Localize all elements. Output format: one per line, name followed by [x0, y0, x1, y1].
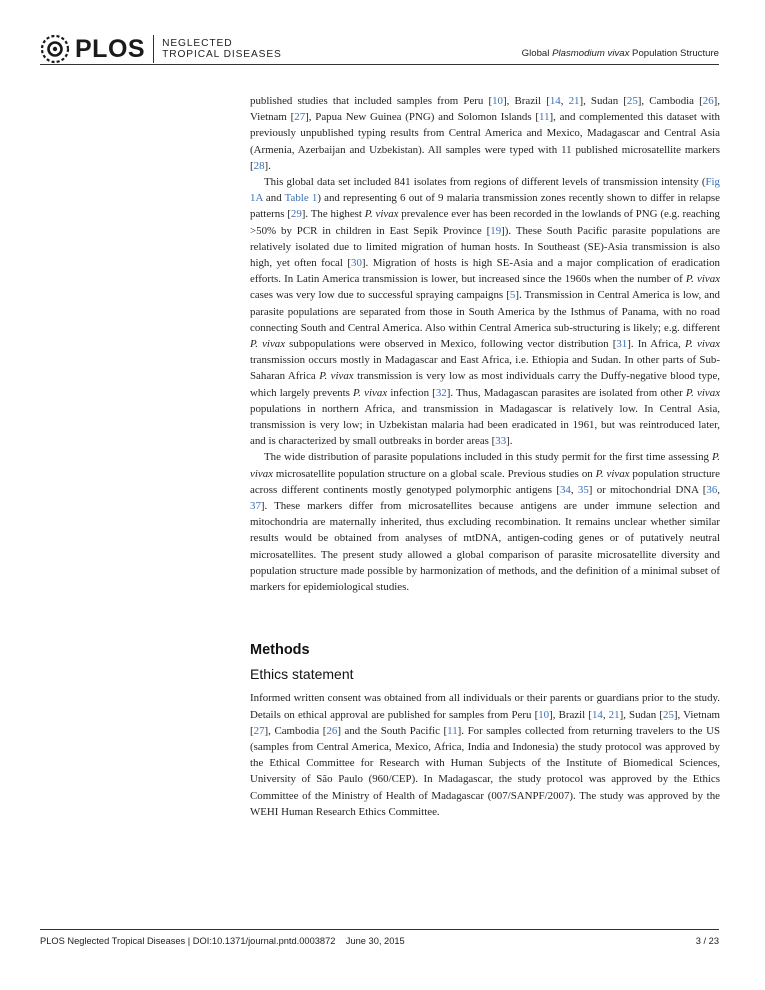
citation-link[interactable]: 21	[608, 708, 620, 721]
citation-link[interactable]: 5	[509, 289, 516, 302]
text-run: populations in northern Africa, and transmission in Madagascar is relatively low. In Central Asia, transmission is very low; in Uzbekistan malaria had been eradicated in 1961, but was reintroduced later, and is characterized by small outbreaks in border areas [	[250, 402, 720, 448]
species-name: P. vivax	[319, 370, 354, 383]
text-run: subpopulations were observed in Mexico, following vector distribution [	[285, 338, 617, 351]
text-run: ], Sudan [	[579, 95, 627, 107]
running-title-post: Population Structure	[629, 48, 719, 59]
citation-link[interactable]: 10	[538, 708, 550, 721]
text-run: ].	[506, 435, 513, 448]
text-run: ,	[570, 483, 578, 496]
journal-logo	[40, 32, 282, 66]
citation-link[interactable]: 27	[294, 111, 306, 124]
text-run: ], Papua New Guinea (PNG) and Solomon Islands [	[305, 111, 540, 124]
footer-citation	[40, 936, 405, 946]
text-run: ,	[560, 95, 569, 107]
text-run: ], Brazil [	[503, 95, 550, 107]
text-run: This global data set included 841 isolates from regions of different levels of transmission intensity (	[264, 176, 706, 189]
text-run: ], and complemented this dataset with previously unpublished typing results from Central America and Mexico, Madagascar and Central Asia (Armenia, Azerbaijan and Uzbekistan). All samples were typed with 11 published microsatellite markers [	[250, 111, 720, 172]
running-title-pre: Global	[521, 48, 553, 59]
text-run: ], Brazil [	[549, 708, 592, 721]
footer-rule	[40, 929, 719, 930]
text-run: ]). These South Pacific parasite populations are relatively isolated due to limited migration of human hosts. In Southeast (SE)-Asia transmission is also high, yet often focal [	[250, 224, 720, 270]
text-run: cases was very low due to successful spraying campaigns [	[250, 289, 510, 302]
logo-subtitle-line2: TROPICAL DISEASES	[162, 49, 282, 60]
species-name: P. vivax	[684, 338, 720, 351]
text-run: ] and the South Pacific [	[337, 724, 448, 737]
methods-heading: Methods	[250, 642, 310, 659]
citation-link[interactable]: 27	[253, 724, 265, 737]
citation-link[interactable]: 14	[591, 708, 603, 721]
species-name: P. vivax	[685, 273, 720, 286]
citation-link[interactable]: 25	[626, 95, 638, 107]
citation-link[interactable]: 11	[539, 111, 550, 124]
article-body	[250, 93, 720, 820]
text-run: ]. The highest	[301, 208, 365, 221]
text-run: population structure across different continents mostly genotyped polymorphic antigens [	[250, 467, 720, 496]
text-run: ]. These markers differ from microsatellites because antigens are under immune selection and mitochondria are maternally inherited, thus excluding recombination. It remains unclear whether similar results would be obtained from analyses of mtDNA, antigen-coding genes or of putatively neutral microsatellites. The present study allowed a global comparison of parasite microsatellite diversity and population structure made possible by harmonization of methods, and the definition of a minimal subset of markers for epidemiological studies.	[250, 500, 720, 594]
citation-link[interactable]: 35	[577, 483, 589, 496]
ethics-heading: Ethics statement	[250, 666, 354, 683]
citation-link[interactable]: 25	[663, 708, 674, 721]
logo-subtitle	[162, 38, 282, 61]
citation-link[interactable]: 11	[447, 724, 458, 737]
citation-link[interactable]: 14	[549, 95, 561, 107]
text-run: ]. Migration of hosts is high SE-Asia and a major complication of eradication efforts. In Latin America transmission is lower, but increased since the 1960s when the number of	[250, 257, 720, 286]
running-title	[522, 48, 719, 59]
citation-link[interactable]: 34	[559, 483, 571, 496]
footer-doi: PLOS Neglected Tropical Diseases | DOI:10.1371/journal.pntd.0003872	[40, 936, 336, 946]
text-run: ] or mitochondrial DNA [	[588, 483, 707, 496]
paragraph-ethics	[250, 690, 720, 820]
text-run: ]. For samples collected from returning travelers to the US (samples from Central America, Mexico, Africa, India and Indonesia) the study protocol was approved by the Ethical Committee for Research with Human Subjects of the Institute of Biomedical Sciences, University of São Paulo (960/CEP). In Madagascar, the study protocol was approved by the Ethics Committee of the Ministry of Health of Madagascar (007/SANPF/2007). The study was approved by the WEHI Human Research Ethics Committee.	[250, 724, 720, 818]
citation-link[interactable]: 30	[351, 257, 362, 270]
text-run: ].	[264, 159, 271, 172]
paragraph-2	[250, 174, 720, 449]
logo-word: PLOS	[75, 34, 146, 63]
citation-link[interactable]: 29	[290, 208, 302, 221]
text-run: Informed written consent was obtained from all individuals or their parents or guardians prior to the study. Details on ethical approval are published for samples from Peru [	[250, 692, 720, 721]
paragraph-1	[250, 93, 720, 174]
citation-link[interactable]: 26	[326, 724, 338, 737]
text-run: transmission occurs mostly in Madagascar and East Africa, i.e. Ethiopia and Sudan. In other parts of Sub-Saharan Africa	[250, 354, 720, 383]
species-name: P. vivax	[250, 451, 720, 480]
citation-link[interactable]: 19	[490, 224, 502, 237]
citation-link[interactable]: 32	[435, 386, 447, 399]
text-run: ], Cambodia [	[637, 95, 703, 107]
footer-date: June 30, 2015	[345, 936, 405, 946]
running-title-italic: Plasmodium vivax	[552, 48, 630, 59]
species-name: P. vivax	[364, 208, 399, 221]
species-name: P. vivax	[685, 386, 721, 399]
citation-link[interactable]: 26	[702, 95, 714, 107]
header-rule	[40, 64, 719, 65]
text-run: The wide distribution of parasite populations included in this study permit for the first time assessing	[264, 451, 713, 464]
text-run: ,	[602, 708, 609, 721]
citation-link[interactable]: Fig 1A	[250, 176, 720, 205]
text-run: transmission is very low as most individuals carry the Duffy-negative blood type, which largely prevents	[250, 370, 720, 399]
text-run: ]. Transmission in Central America is low, and parasite populations are separated from those in South America by the Isthmus of Panama, with no road connecting South and Central America. Also within Central America sub-structuring is likely; e.g. different	[250, 289, 720, 334]
citation-link[interactable]: 10	[492, 95, 503, 107]
citation-link[interactable]: 31	[616, 338, 628, 351]
text-run: microsatellite population structure on a global scale. Previous studies on	[272, 467, 596, 480]
text-run: ], Sudan [	[619, 708, 663, 721]
paragraph-3	[250, 449, 720, 595]
species-name: P. vivax	[595, 467, 630, 480]
text-run: prevalence ever has been recorded in the lowlands of PNG (e.g. reaching >50% by PCR in children in East Sepik Province [	[250, 208, 720, 237]
text-run: ]. Thus, Madagascan parasites are isolated from other	[446, 386, 686, 399]
text-run: ]. In Africa,	[627, 338, 685, 351]
text-run: ,	[717, 483, 720, 496]
text-run: ], Vietnam [	[250, 708, 721, 737]
text-run: infection [	[387, 386, 436, 399]
citation-link[interactable]: 33	[495, 435, 507, 448]
citation-link[interactable]: 28	[253, 159, 265, 172]
plos-logo-icon	[40, 34, 70, 64]
text-run: and	[262, 192, 285, 205]
text-run: ], Cambodia [	[264, 724, 327, 737]
citation-link[interactable]: 37	[250, 500, 261, 513]
species-name: P. vivax	[250, 338, 286, 351]
logo-subtitle-line1: NEGLECTED	[162, 37, 233, 49]
text-run: ) and representing 6 out of 9 malaria transmission zones recently shown to differ in relapse patterns [	[250, 192, 720, 221]
species-name: P. vivax	[353, 386, 388, 399]
citation-link[interactable]: Table 1	[284, 192, 318, 205]
citation-link[interactable]: 21	[568, 95, 580, 107]
page-number: 3 / 23	[695, 936, 719, 946]
text-run: ], Vietnam [	[250, 95, 721, 124]
citation-link[interactable]: 36	[706, 483, 718, 496]
logo-divider	[153, 35, 154, 63]
text-run: published studies that included samples from Peru [	[250, 95, 493, 107]
